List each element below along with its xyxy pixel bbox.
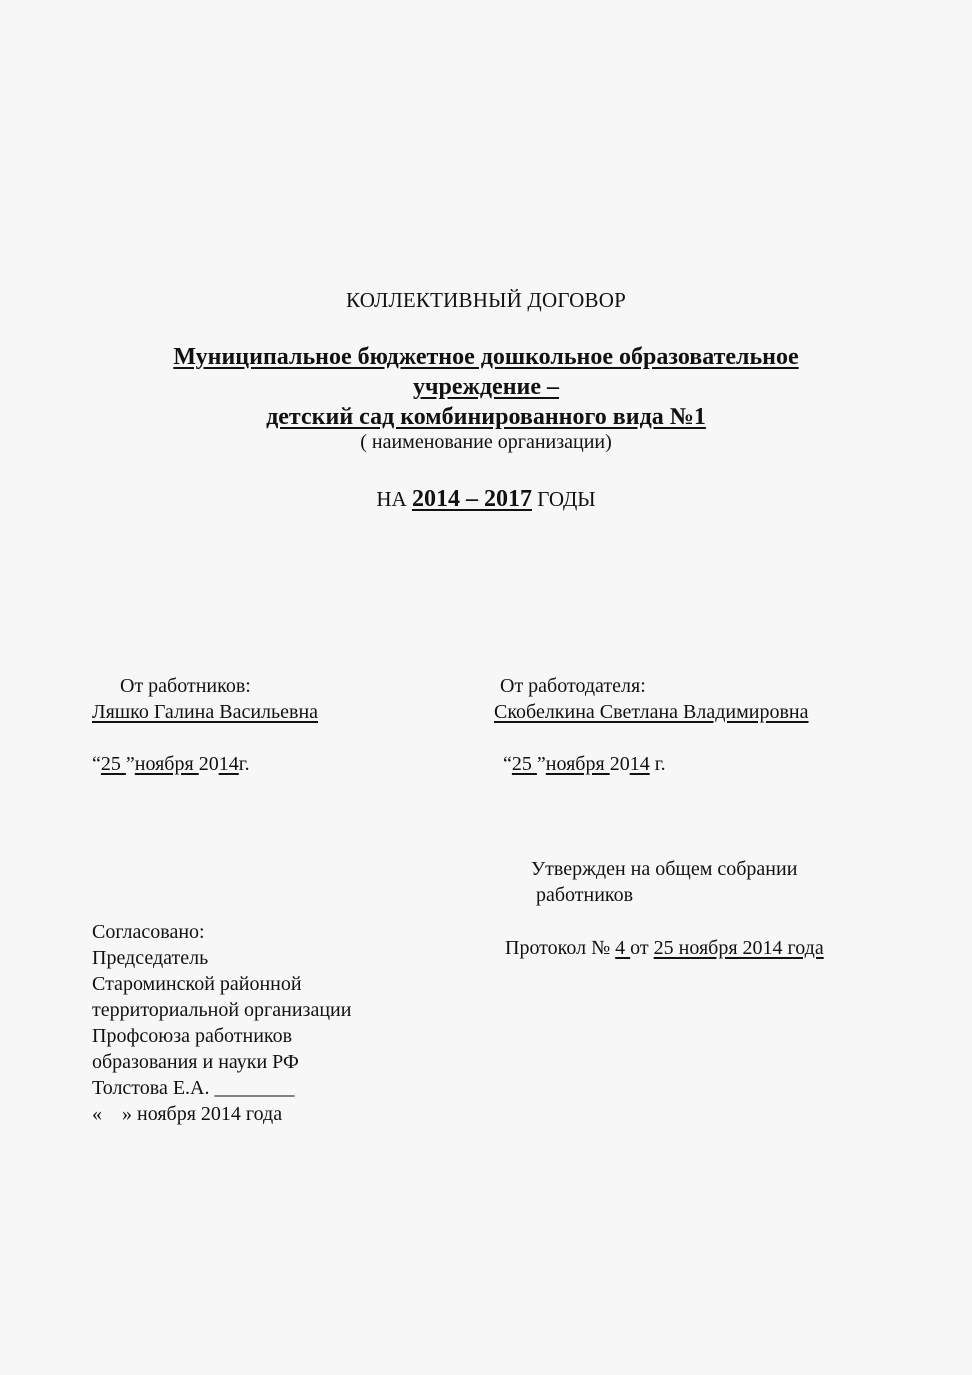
agreed-line: Профсоюза работников [92,1025,293,1047]
document-type-title: КОЛЛЕКТИВНЫЙ ДОГОВОР [346,288,626,312]
date-year-unit: г. [238,753,250,775]
approval-line-2: работников [536,884,634,906]
agreed-signature-line: Толстова Е.А. ________ [92,1077,295,1099]
protocol-line [505,935,824,961]
date-year-suffix: 14 [218,753,239,775]
protocol-from: от [630,937,649,959]
close-quote: ” [536,753,546,775]
organization-name-line-3: детский сад комбинированного вида №1 [266,404,706,430]
agreed-line: Согласовано: [92,921,205,943]
years-range: 2014 – 2017 [411,486,532,512]
date-day: 25 [100,753,126,775]
agreed-line: образования и науки РФ [92,1051,299,1073]
agreed-block [92,919,351,1127]
employees-label: От работников: [120,675,251,697]
open-quote: “ [503,753,512,775]
close-quote: ” [125,753,135,775]
protocol-prefix: Протокол № [505,937,611,959]
date-month: ноября [545,753,610,775]
date-year-prefix: 20 [609,753,630,775]
date-year-unit: г. [649,753,666,775]
date-month: ноября [134,753,199,775]
organization-name [0,342,972,432]
contract-period [0,486,972,513]
approval-line-1: Утвержден на общем собрании [531,858,798,880]
organization-caption: ( наименование организации) [360,431,612,453]
years-prefix: НА [376,487,407,511]
organization-name-line-2: учреждение – [412,374,560,400]
open-quote: “ [92,753,101,775]
date-day: 25 [511,753,537,775]
organization-name-line-1: Муниципальное бюджетное дошкольное образовательное [173,344,799,370]
date-year-prefix: 20 [198,753,219,775]
employer-label: От работодателя: [500,675,646,697]
employer-representative-name: Скобелкина Светлана Владимировна [494,701,809,723]
employees-representative-name: Ляшко Галина Васильевна [92,701,319,723]
employees-signature-date [92,751,250,777]
years-suffix: ГОДЫ [537,487,596,511]
agreed-line: Староминской районной [92,973,302,995]
agreed-line: Председатель [92,947,209,969]
agreed-line: территориальной организации [92,999,352,1021]
protocol-date: 25 ноября 2014 года [653,937,824,959]
date-year-suffix: 14 [629,753,650,775]
protocol-number: 4 [615,937,631,959]
agreed-date-line: « » ноября 2014 года [92,1103,283,1125]
employer-signature-date [503,751,666,777]
